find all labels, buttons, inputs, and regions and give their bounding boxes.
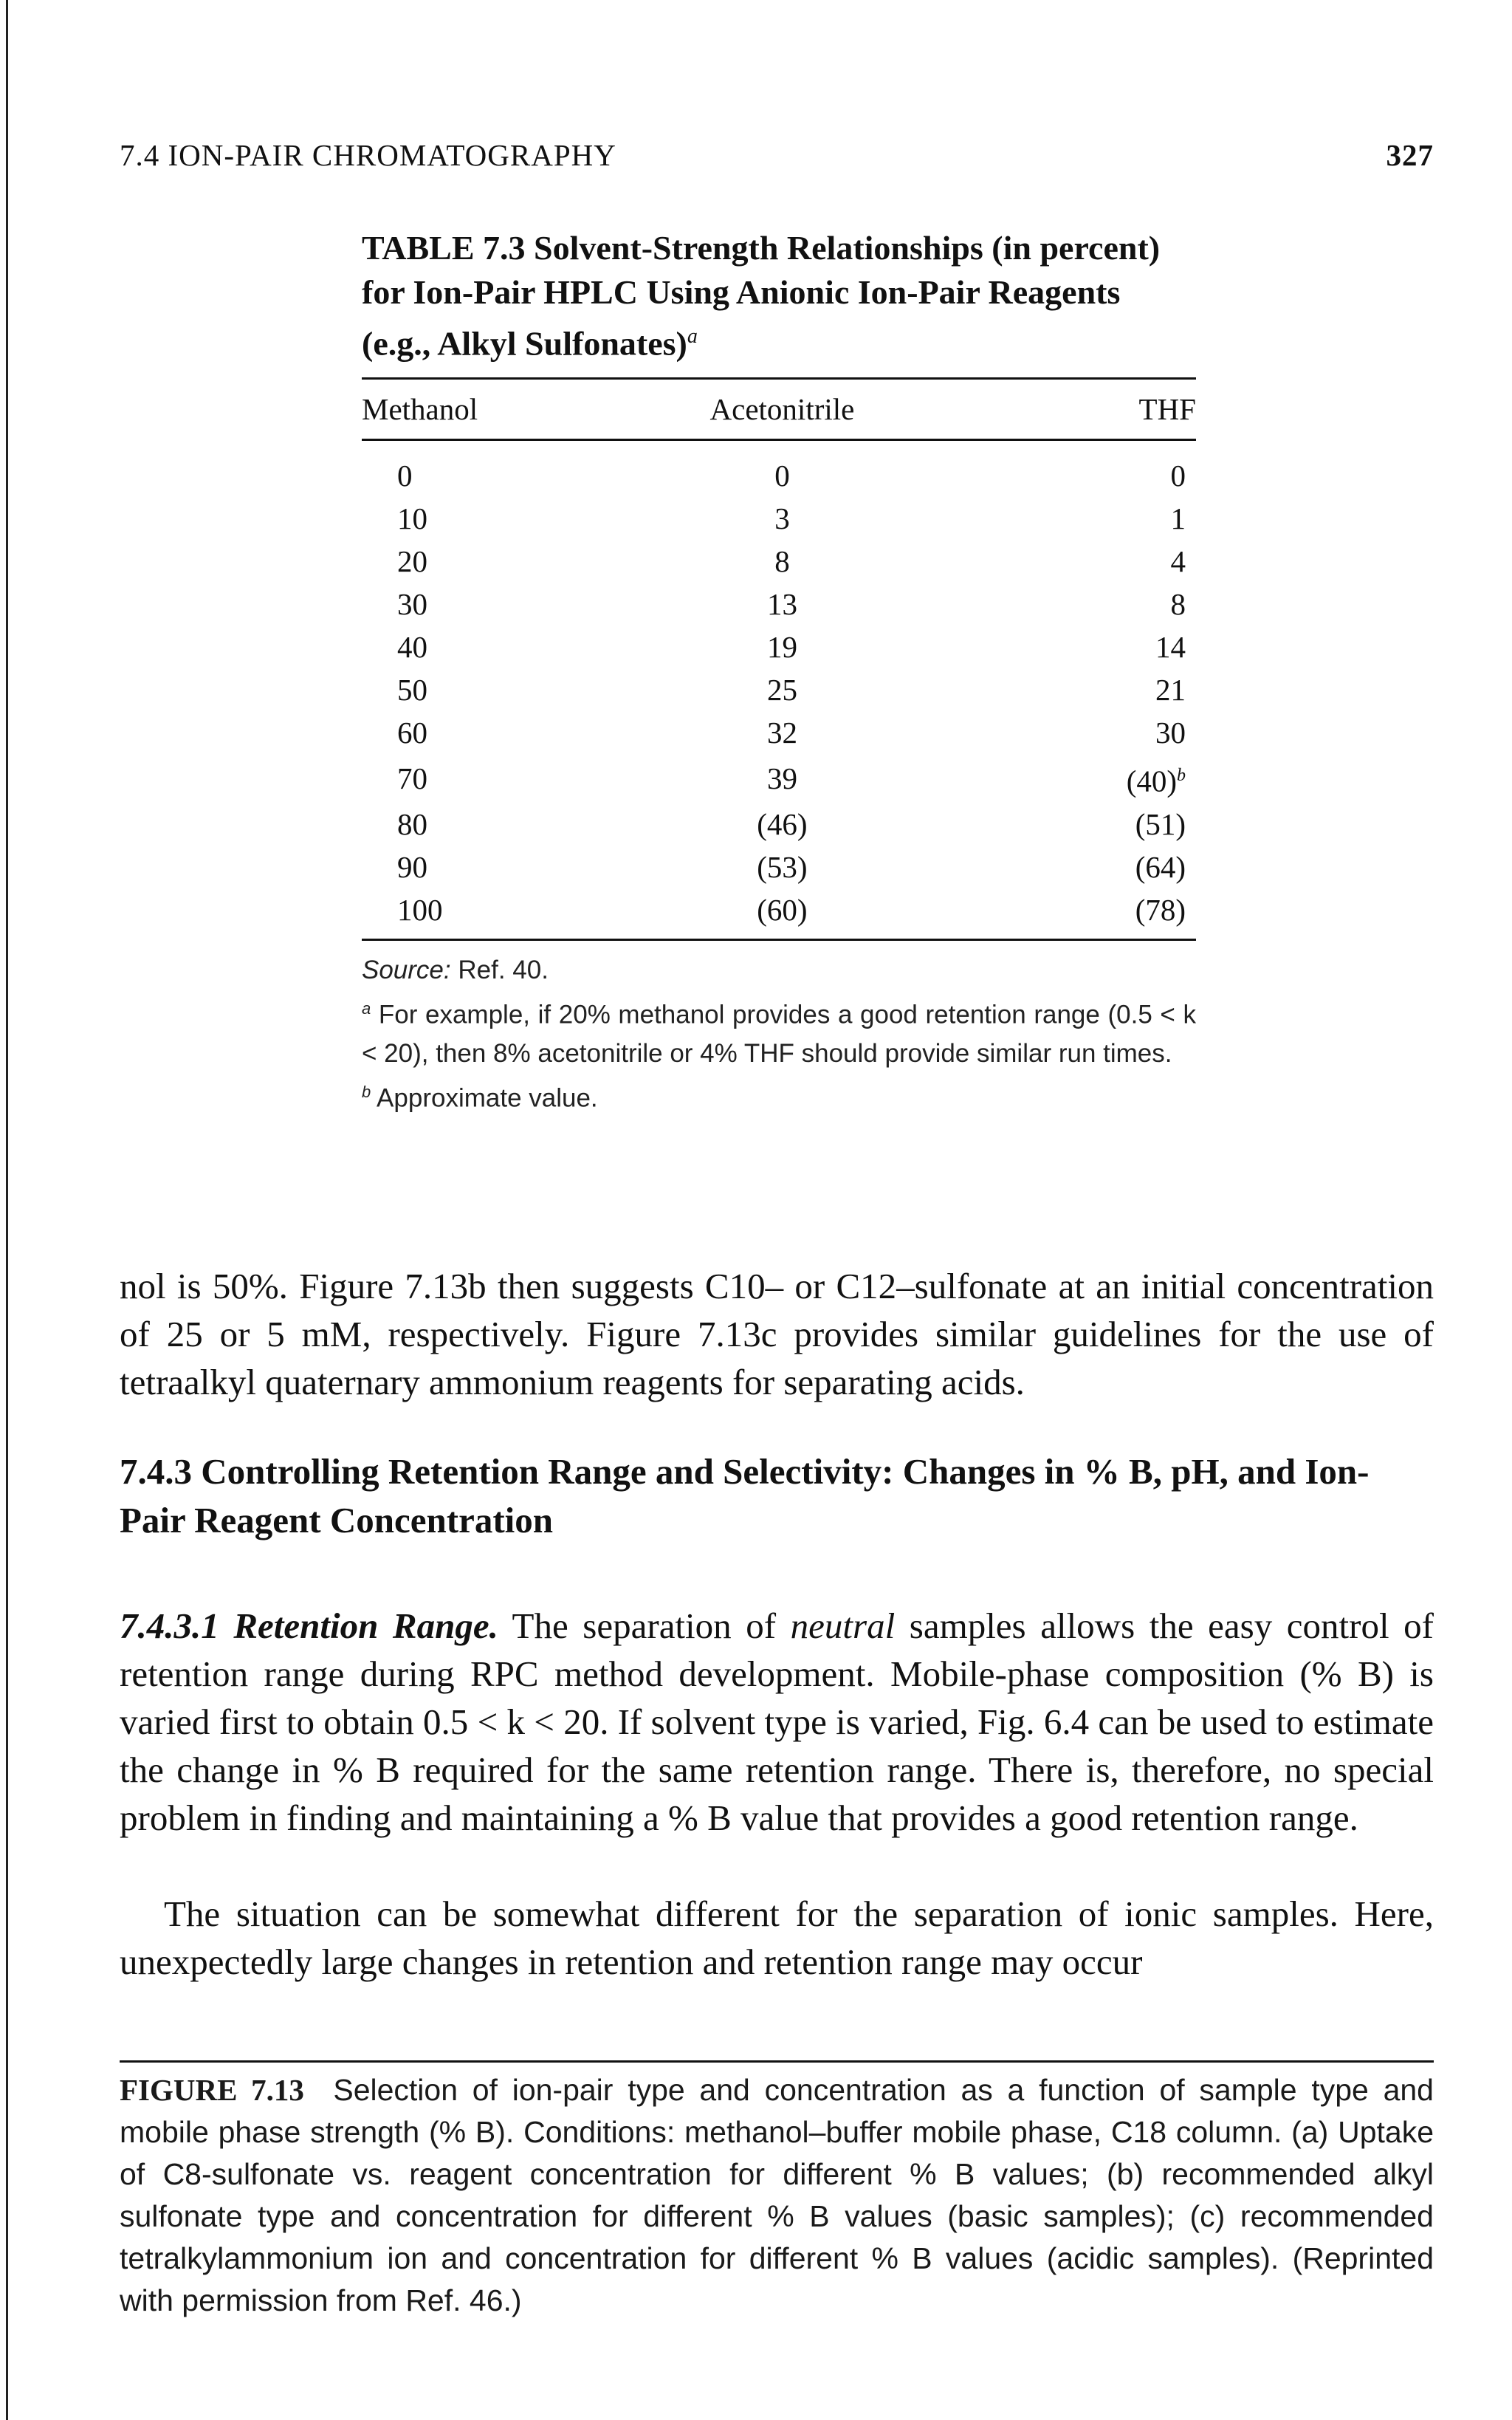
cell-thf: 8 (1170, 587, 1186, 622)
source-value: Ref. 40. (458, 955, 549, 984)
cell-acetonitrile: 13 (766, 587, 797, 622)
cell-methanol: 80 (397, 806, 427, 841)
figure-caption-text: Selection of ion-pair type and concentration as a function of sample type and mobile phase strength (% B). Conditions: methanol–buffer mobile phase, C18 column. (a) Uptake of C8-sulfonate vs. reagent concentration for different % B values; (b) recommended alkyl sulfonate type and concentration for different % B values (basic samples); (c) recommended tetralkylammonium ion and concentration for different % B values (acidic samples). (Reprinted with permission from Ref. 46.) (120, 2073, 1434, 2317)
table-row (362, 583, 1196, 625)
column-header-methanol: Methanol (362, 379, 628, 440)
column-header-acetonitrile: Acetonitrile (628, 379, 938, 440)
cell-acetonitrile: 19 (766, 630, 797, 665)
cell-thf: (78) (937, 888, 1196, 940)
solvent-strength-table (362, 377, 1196, 941)
subsection-heading-7-4-3-1: 7.4.3.1 Retention Range. (120, 1605, 498, 1646)
cell-thf-value: (40) (1126, 764, 1177, 798)
running-header-section: 7.4 ION-PAIR CHROMATOGRAPHY (120, 138, 616, 172)
table-row (362, 888, 1196, 940)
table-header-row (362, 379, 1196, 440)
table-source (362, 951, 1196, 990)
cell-acetonitrile: 0 (774, 459, 790, 493)
cell-thf: (51) (1135, 806, 1186, 841)
cell-thf: (64) (1135, 849, 1186, 884)
approximate-value-marker: b (1177, 766, 1186, 786)
cell-acetonitrile: 3 (774, 501, 790, 536)
cell-methanol: 0 (397, 459, 413, 493)
cell-acetonitrile: 25 (766, 673, 797, 707)
paragraph-2-text-a: The separation of (498, 1605, 791, 1646)
table-notes (362, 951, 1196, 1117)
column-header-thf: THF (937, 379, 1196, 440)
cell-methanol: 90 (397, 849, 427, 884)
table-caption (362, 226, 1196, 366)
figure-caption-rule (120, 2060, 1434, 2063)
body-paragraph-1: nol is 50%. Figure 7.13b then suggests C10– or C12–sulfonate at an initial concentration of 25 or 5 mM, respectively. Figure 7.13c provides similar guidelines for the use of tetraalkyl quaternary ammonium reagents for separating acids. (120, 1266, 1434, 1402)
cell-acetonitrile: (60) (628, 888, 938, 940)
note-b-marker: b (362, 1082, 371, 1101)
table-row (362, 803, 1196, 846)
cell-methanol: 10 (397, 501, 427, 536)
body-paragraph-3: The situation can be somewhat different for the separation of ionic samples. Here, unexpectedly large changes in retention and retention range may occur (120, 1893, 1434, 1982)
cell-methanol: 20 (397, 544, 427, 579)
body-paragraph-2 (120, 1602, 1434, 1842)
cell-thf: 30 (1155, 716, 1186, 750)
paragraph-2-emphasis: neutral (790, 1605, 896, 1646)
table-row (362, 668, 1196, 711)
table-note-a (362, 990, 1196, 1073)
table-row (362, 846, 1196, 888)
running-header (120, 137, 1434, 182)
note-a-text: For example, if 20% methanol provides a good retention range (0.5 < k < 20), then 8% acetonitrile or 4% THF should provide similar run times. (362, 1000, 1196, 1068)
cell-methanol: 60 (397, 716, 427, 750)
cell-acetonitrile: 8 (774, 544, 790, 579)
cell-thf: 0 (1170, 459, 1186, 493)
cell-thf: 21 (1155, 673, 1186, 707)
table-7-3 (362, 226, 1196, 1117)
cell-thf: 1 (1170, 501, 1186, 536)
figure-7-13-caption (120, 2069, 1434, 2322)
table-note-b (362, 1073, 1196, 1118)
table-row (362, 754, 1196, 803)
table-row (362, 711, 1196, 754)
table-row (362, 440, 1196, 498)
table-row (362, 540, 1196, 583)
table-caption-text: TABLE 7.3 Solvent-Strength Relationships (in percent) for Ion-Pair HPLC Using Anionic Ion-Pair Reagents (e.g., Alkyl Sulfonates) (362, 229, 1161, 363)
cell-thf: 14 (1155, 630, 1186, 665)
cell-methanol: 70 (397, 761, 427, 796)
table-row (362, 625, 1196, 668)
cell-thf: 4 (1170, 544, 1186, 579)
note-b-text: Approximate value. (377, 1083, 598, 1113)
cell-methanol: 30 (397, 587, 427, 622)
cell-thf (937, 754, 1196, 803)
paragraph-2-text-b: samples allows the easy control of retention range during RPC method development. Mobile-phase composition (% B) is varied first to obtain 0.5 < k < 20. If solvent type is varied, Fig. 6.4 can be used to estimate the change in % B required for the same retention range. There is, therefore, no special problem in finding and maintaining a % B value that provides a good retention range. (120, 1605, 1434, 1838)
page-edge-rule (6, 0, 8, 2420)
cell-acetonitrile: 32 (766, 716, 797, 750)
source-label: Source: (362, 955, 451, 984)
cell-methanol: 40 (397, 630, 427, 665)
table-caption-note-marker: a (687, 325, 698, 348)
cell-acetonitrile: (46) (757, 806, 808, 841)
cell-methanol: 100 (362, 888, 628, 940)
figure-label: FIGURE 7.13 (120, 2073, 304, 2107)
table-row (362, 497, 1196, 540)
cell-acetonitrile: 39 (766, 761, 797, 796)
page-number: 327 (1386, 138, 1434, 172)
section-heading-7-4-3: 7.4.3 Controlling Retention Range and Selectivity: Changes in % B, pH, and Ion-Pair Reagent Concentration (120, 1451, 1370, 1540)
note-a-marker: a (362, 998, 371, 1018)
cell-acetonitrile: (53) (757, 849, 808, 884)
cell-methanol: 50 (397, 673, 427, 707)
